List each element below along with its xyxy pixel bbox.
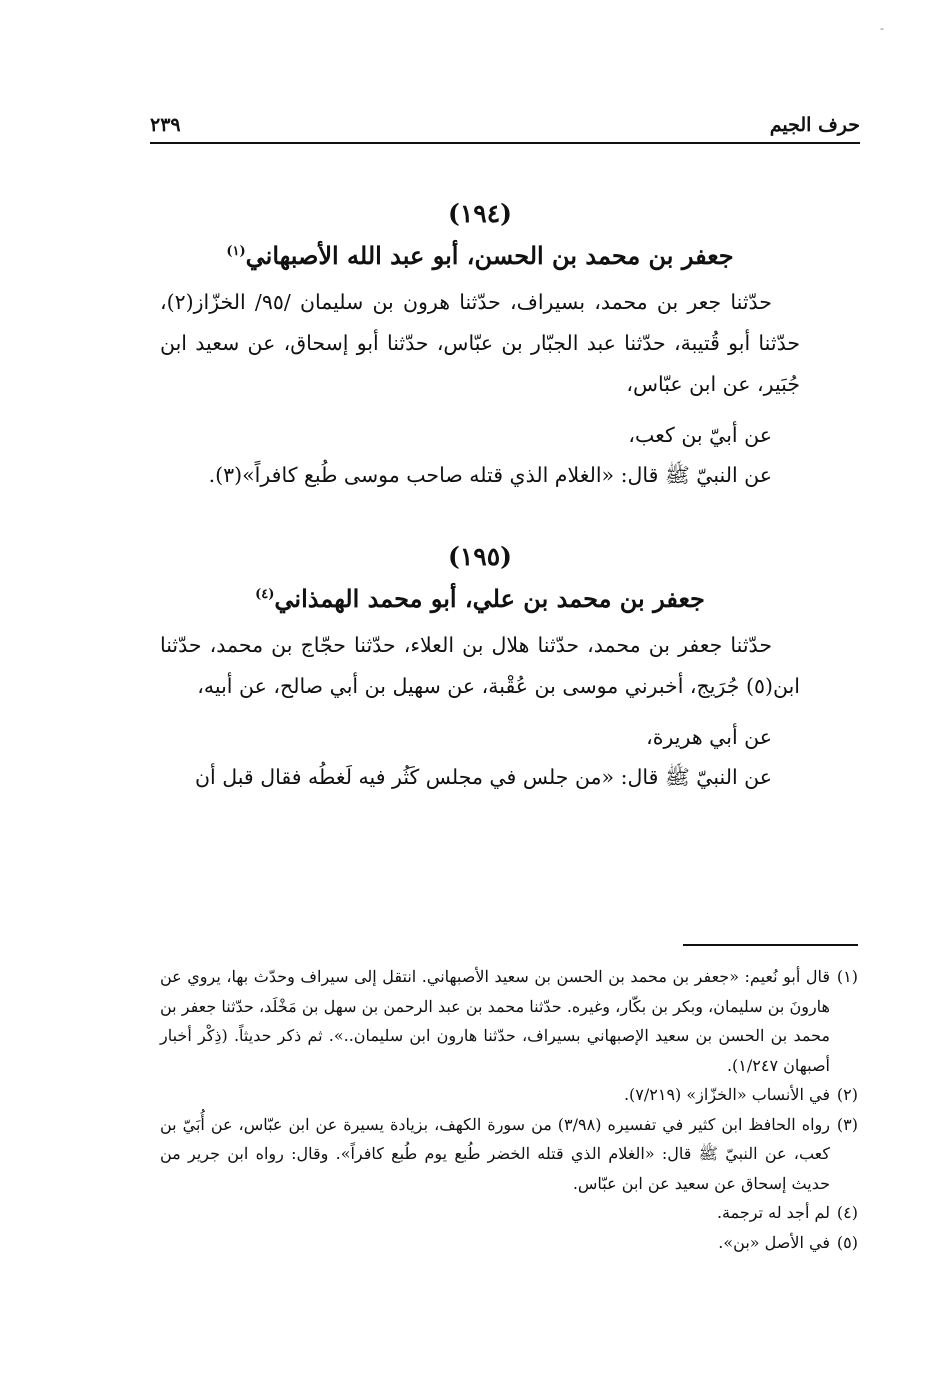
hadith-text: عن النبيّ ﷺ قال: «من جلس في مجلس كَثُر فيه لَغطُه فقال قبل أن <box>194 765 772 789</box>
footnote-ref: (٤) <box>255 587 275 602</box>
narrator-name: جعفر بن محمد بن الحسن، أبو عبد الله الأصبهاني <box>245 241 734 270</box>
hadith-text: عن النبيّ ﷺ قال: «الغلام الذي قتله صاحب موسى طُبع كافراً»(٣). <box>208 463 772 487</box>
footnote-text: لم أجد له ترجمة. <box>716 1203 830 1222</box>
footnote-number: (١) <box>836 967 858 986</box>
companion-line: عن أبي هريرة، <box>646 725 772 749</box>
isnad-paragraph: حدّثنا جعر بن محمد، بسيراف، حدّثنا هرون بن سليمان /٩٥/ الخزّاز(٢)، حدّثنا أبو قُتيبة، حدّثنا عبد الجبّار بن عبّاس، حدّثنا أبو إسحاق، عن سعيد ابن جُبَير، عن ابن عبّاس، <box>160 290 800 396</box>
footnote-text: في الأنساب «الخزّاز» (٧/٢١٩). <box>623 1085 830 1104</box>
corner-mark: - <box>880 22 884 35</box>
footnote-number: (٣) <box>836 1114 859 1134</box>
running-header <box>150 112 860 144</box>
footnotes <box>160 962 858 1257</box>
companion-line: عن أبيّ بن كعب، <box>628 423 772 447</box>
entry-195 <box>160 539 800 797</box>
footnote-number: (٢) <box>836 1085 858 1104</box>
chapter-title: حرف الجيم <box>769 114 860 136</box>
footnote <box>160 1110 858 1199</box>
entry-194 <box>160 196 800 495</box>
isnad-paragraph: حدّثنا جعفر بن محمد، حدّثنا هلال بن العلاء، حدّثنا حجّاج بن محمد، حدّثنا ابن(٥) جُرَيج، أخبرني موسى بن عُقْبة، عن سهيل بن أبي صالح، عن أبيه، <box>160 633 800 698</box>
page-number: ٢٣٩ <box>150 114 181 136</box>
entry-heading <box>160 234 800 278</box>
main-text <box>160 196 800 797</box>
footnote <box>160 1198 858 1228</box>
footnote <box>160 1080 858 1110</box>
footnote-ref: (١) <box>226 244 246 259</box>
footnote-number: (٤) <box>836 1203 858 1222</box>
footnote-divider <box>683 944 858 946</box>
entry-heading <box>160 577 800 621</box>
footnote-text: في الأصل «بن». <box>718 1232 830 1252</box>
entry-number: (١٩٤) <box>448 199 512 228</box>
footnote <box>160 1228 858 1258</box>
footnote-text: رواه الحافظ ابن كثير في تفسيره (٣/٩٨) من سورة الكهف، بزيادة يسيرة عن ابن عبّاس، عن أُبَيّ بن كعب، عن النبيّ ﷺ قال: «الغلام الذي قتله الخضر طُبع يوم طُبع كافراً». وقال: رواه ابن جرير من حديث إسحاق عن سعيد عن ابن عبّاس. <box>160 1114 831 1193</box>
footnote-number: (٥) <box>836 1232 858 1252</box>
footnote <box>160 962 858 1080</box>
entry-number: (١٩٥) <box>448 542 512 571</box>
footnote-text: قال أبو نُعيم: «جعفر بن محمد بن الحسن بن سعيد الأصبهاني. انتقل إلى سيراف وحدّث بها، يروي عن هارونَ بن سليمان، وبكر بن بكّار، وغيره. حدّثنا محمد بن عبد الرحمن بن سهل بن مَخْلَد، حدّثنا جعفر بن محمد بن الحسن بن سعيد الإصبهاني بسيراف، حدّثنا هارون ابن سليمان..». ثم ذكر حديثاً. (ذِكْر أخبار أصبهان ١/٢٤٧). <box>160 967 830 1075</box>
narrator-name: جعفر بن محمد بن علي، أبو محمد الهمذاني <box>274 584 705 613</box>
